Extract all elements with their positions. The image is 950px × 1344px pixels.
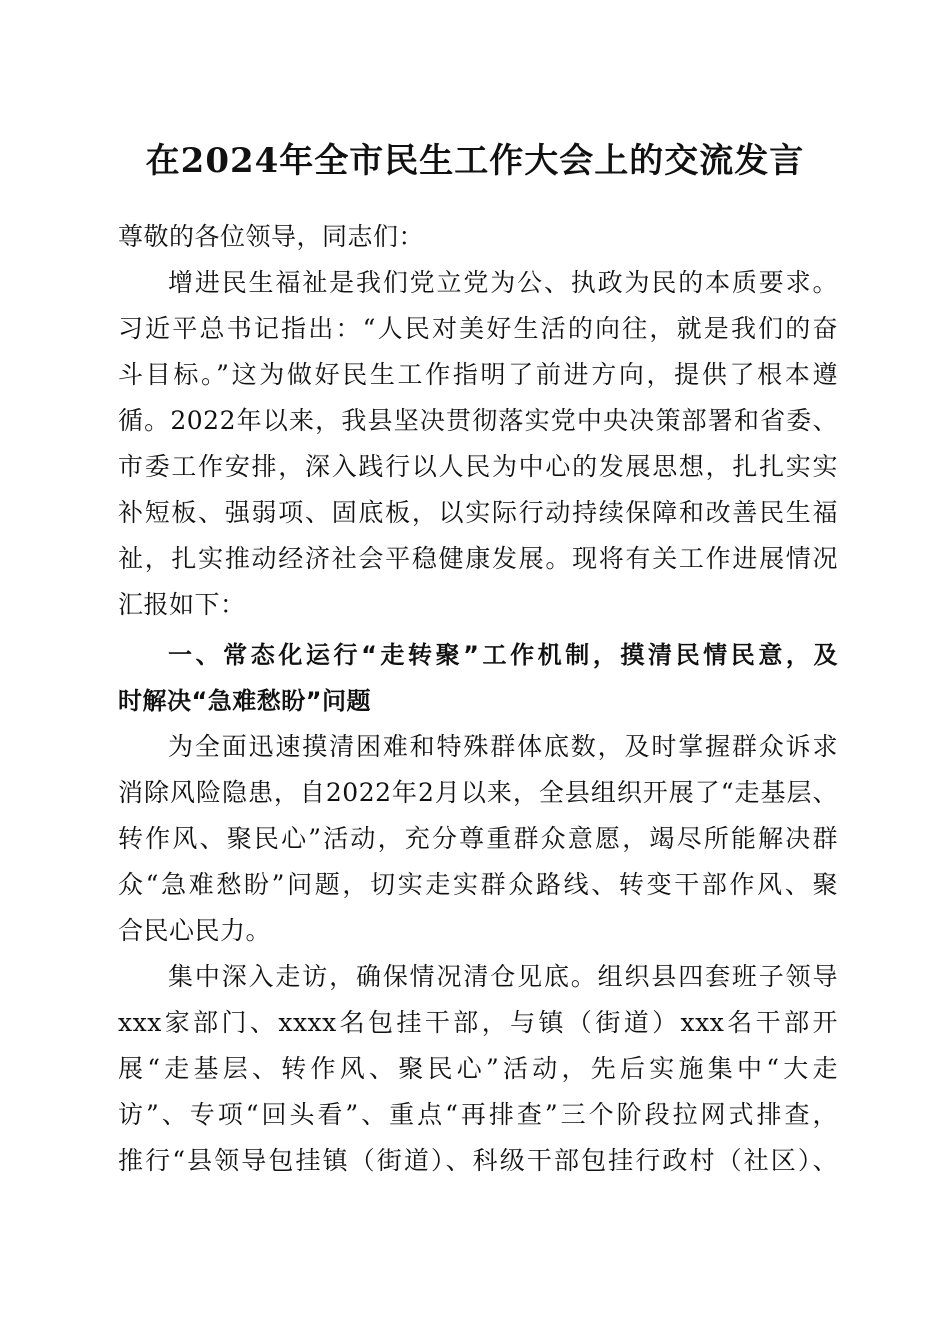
paragraph-line: 增进民生福祉是我们党立党为公、执政为民的本质要求。 bbox=[168, 268, 838, 297]
paragraph-line: 斗目标。”这为做好民生工作指明了前进方向，提供了根本遵 bbox=[118, 360, 838, 389]
paragraph-line: 众“急难愁盼”问题，切实走实群众路线、转变干部作风、聚 bbox=[118, 870, 838, 899]
paragraph-line: 合民心民力。 bbox=[118, 916, 272, 945]
paragraph-line: 集中深入走访，确保情况清仓见底。组织县四套班子领导 bbox=[168, 962, 838, 991]
paragraph-line: 习近平总书记指出：“人民对美好生活的向往，就是我们的奋 bbox=[118, 314, 838, 343]
paragraph-line: 访”、专项“回头看”、重点“再排查”三个阶段拉网式排查， bbox=[118, 1100, 838, 1129]
paragraph-line: 为全面迅速摸清困难和特殊群体底数，及时掌握群众诉求 bbox=[168, 732, 838, 761]
paragraph-line: 转作风、聚民心”活动，充分尊重群众意愿，竭尽所能解决群 bbox=[118, 824, 838, 853]
document-title: 在2024年全市民生工作大会上的交流发言 bbox=[145, 141, 805, 181]
salutation: 尊敬的各位领导，同志们： bbox=[118, 222, 425, 251]
paragraph-line: 市委工作安排，深入践行以人民为中心的发展思想，扎扎实实 bbox=[118, 452, 838, 481]
paragraph-line: 祉，扎实推动经济社会平稳健康发展。现将有关工作进展情况 bbox=[118, 544, 838, 573]
paragraph-line: 展“走基层、转作风、聚民心”活动，先后实施集中“大走 bbox=[118, 1054, 838, 1083]
paragraph-line: 循。2022年以来，我县坚决贯彻落实党中央决策部署和省委、 bbox=[118, 406, 838, 435]
paragraph-line: 消除风险隐患，自2022年2月以来，全县组织开展了“走基层、 bbox=[118, 778, 838, 807]
paragraph-line: 汇报如下： bbox=[118, 590, 246, 619]
paragraph-line: 推行“县领导包挂镇（街道）、科级干部包挂行政村（社区）、 bbox=[118, 1146, 838, 1175]
paragraph-line: 补短板、强弱项、固底板，以实际行动持续保障和改善民生福 bbox=[118, 498, 838, 527]
paragraph-line: xxx家部门、xxxx名包挂干部，与镇（街道）xxx名干部开 bbox=[118, 1008, 838, 1037]
heading-line: 一、常态化运行“走转聚”工作机制，摸清民情民意，及 bbox=[168, 641, 838, 669]
heading-line: 时解决“急难愁盼”问题 bbox=[118, 687, 372, 715]
